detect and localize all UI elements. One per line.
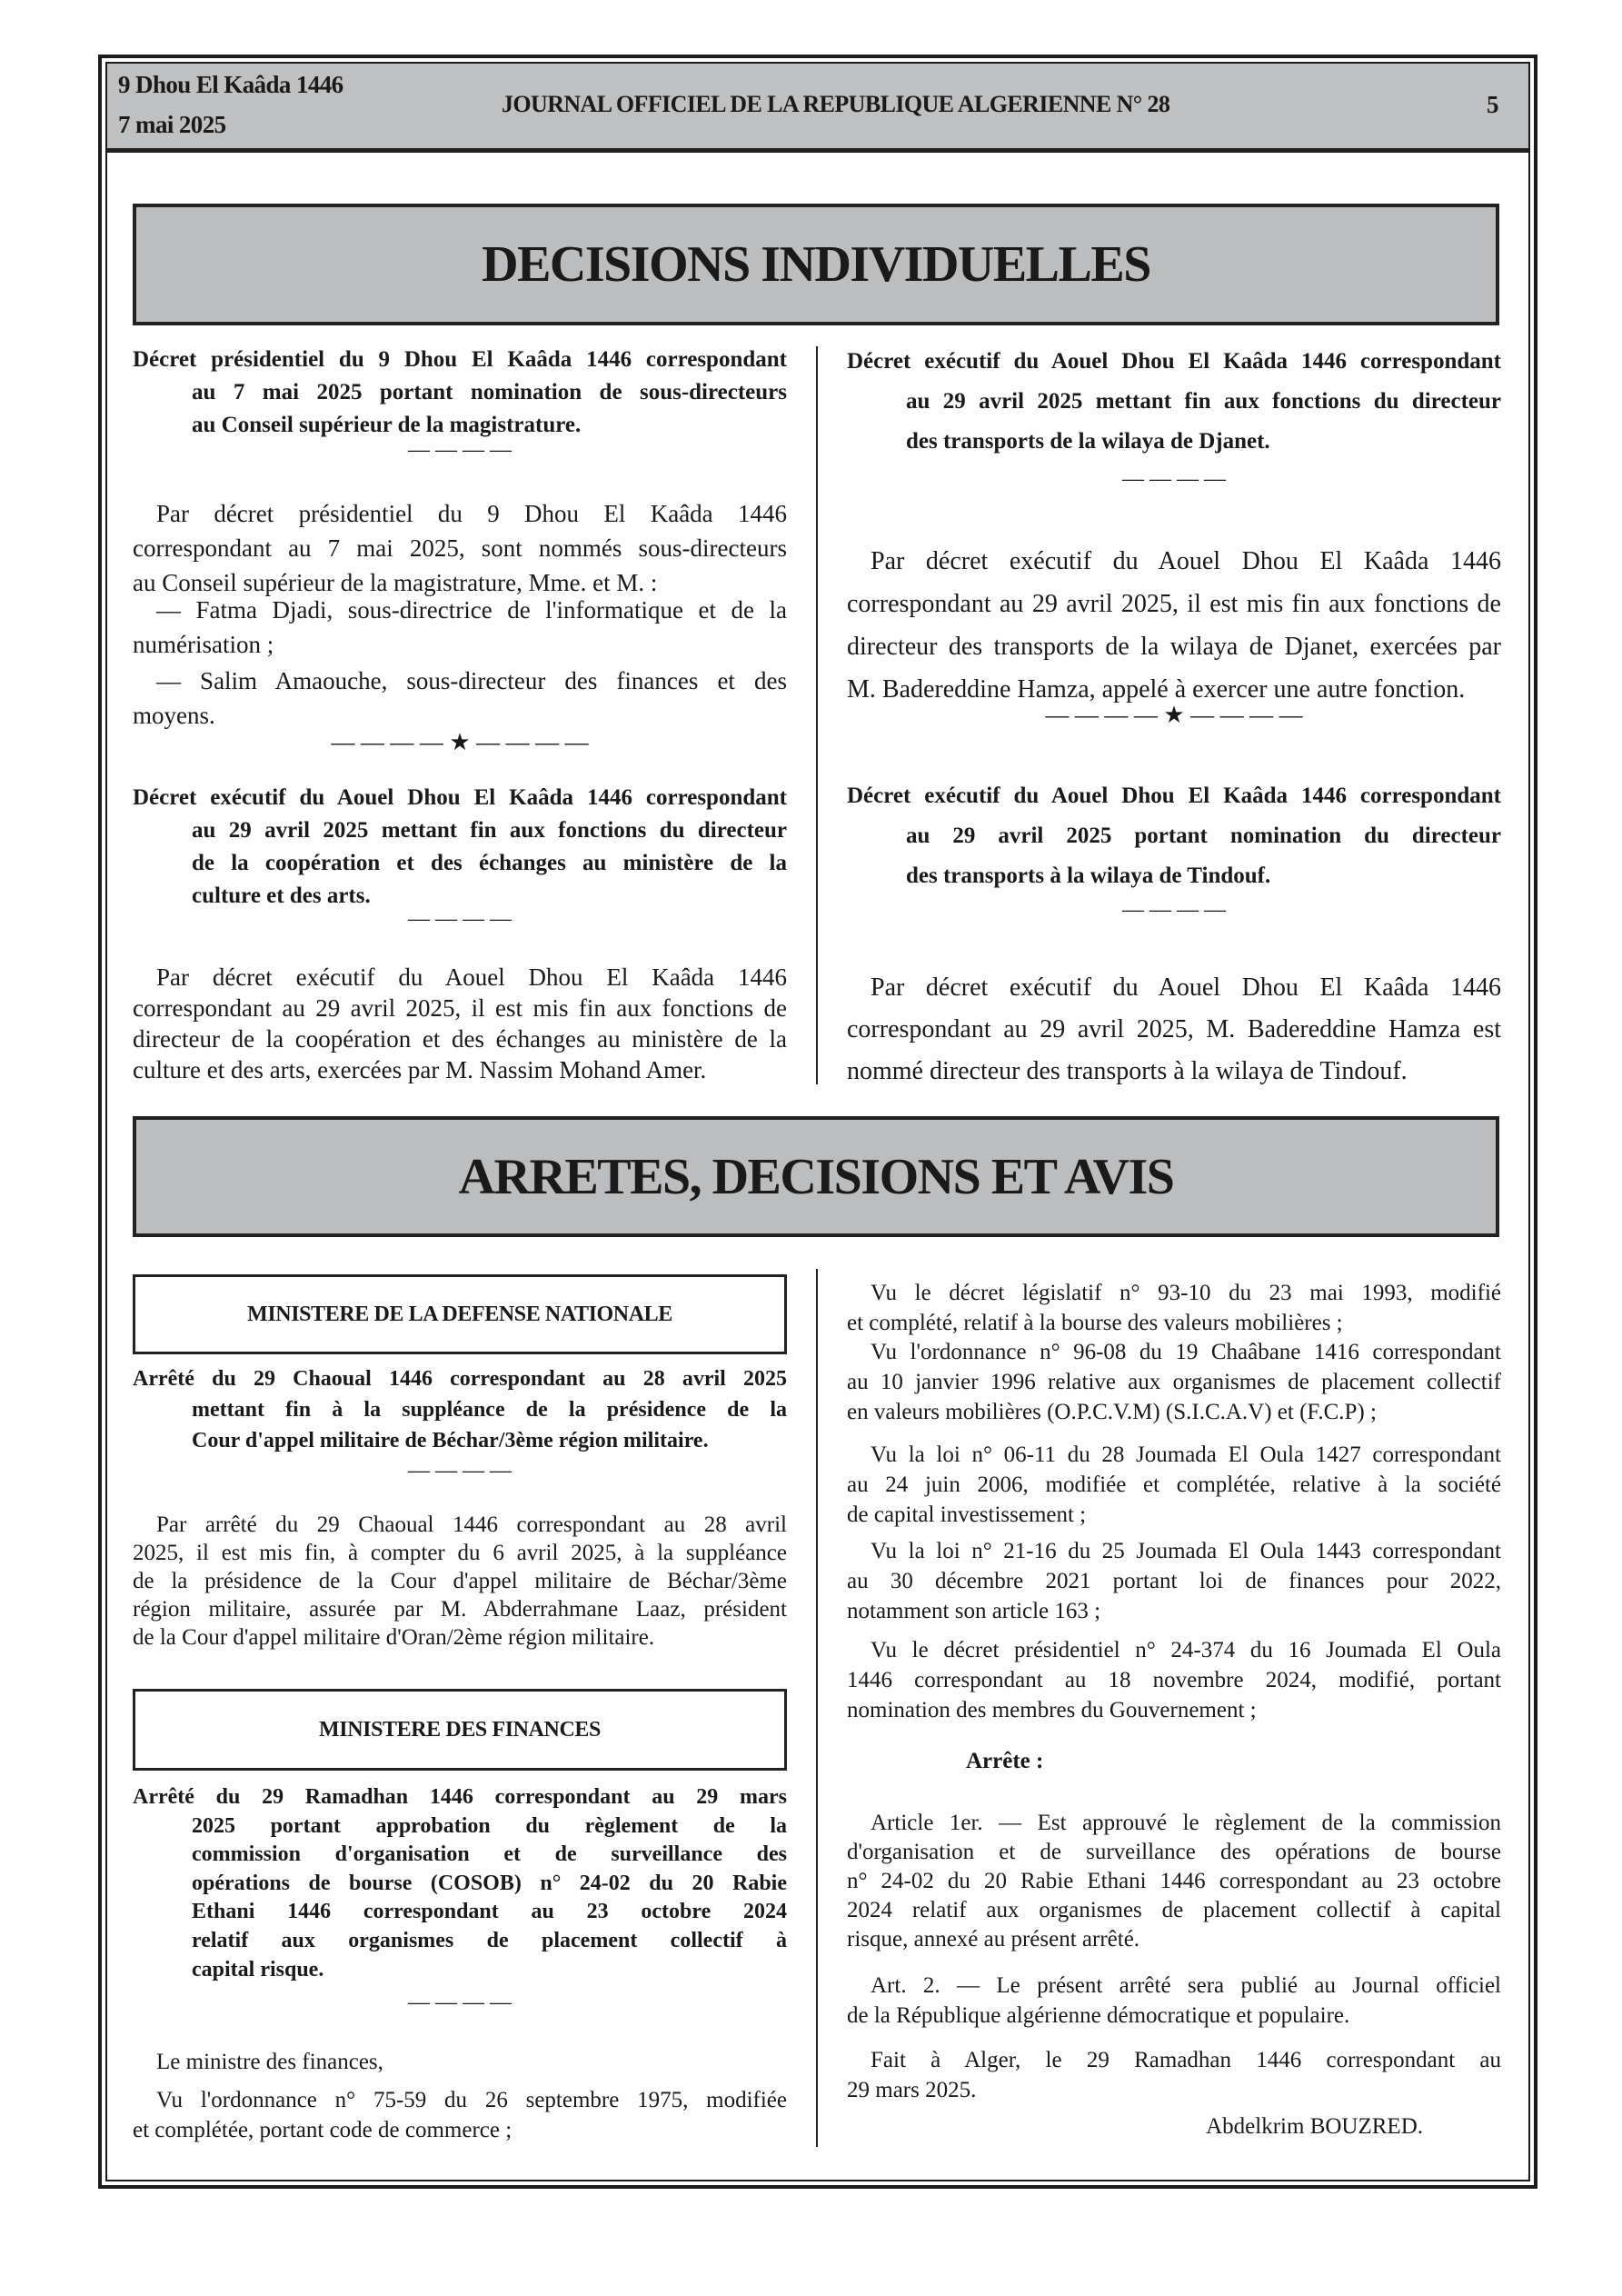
arrete-title (133, 1363, 787, 1456)
text-line: 2024 relatif aux organismes de placement collectif à capital (847, 1898, 1501, 1922)
header-hijri-date: 9 Dhou El Kaâda 1446 (118, 71, 343, 98)
text-line: n° 24-02 du 20 Rabie Ethani 1446 correspondant au 23 octobre (847, 1869, 1501, 1893)
legal-reference (133, 2085, 787, 2145)
text-line: au 10 janvier 1996 relative aux organismes de placement collectif (847, 1370, 1501, 1394)
signature: Abdelkrim BOUZRED. (1206, 2114, 1423, 2139)
text-line: directeur de la coopération et des échanges au ministère de la (133, 1025, 787, 1053)
text-line: et complétée, portant code de commerce ; (133, 2118, 512, 2142)
text-line: au 30 décembre 2021 portant loi de finances pour 2022, (847, 1569, 1501, 1593)
section-title-box (133, 204, 1499, 325)
text-line: risque, annexé au présent arrêté. (847, 1927, 1140, 1952)
text-line: des transports de la wilaya de Djanet. (906, 429, 1270, 454)
section-title: ARRETES, DECISIONS ET AVIS (458, 1148, 1174, 1205)
legal-reference (847, 1440, 1501, 1530)
text-line: numérisation ; (133, 631, 274, 658)
minister-line (133, 2047, 787, 2077)
column-divider (816, 346, 818, 1084)
separator-star: — — — — ★ — — — — (331, 729, 589, 755)
decree-body (847, 540, 1501, 711)
text-line: correspondant au 29 avril 2025, il est mis fin aux fonctions de (847, 590, 1501, 618)
ministry-name: MINISTERE DES FINANCES (319, 1717, 601, 1742)
text-line: nomination des membres du Gouvernement ; (847, 1698, 1257, 1722)
text-line: M. Badereddine Hamza, appelé à exercer une autre fonction. (847, 675, 1466, 704)
appointment-item (133, 664, 787, 733)
text-line: Vu l'ordonnance n° 96-08 du 19 Chaâbane 1416 correspondant (871, 1340, 1501, 1364)
text-line: Arrêté du 29 Chaoual 1446 correspondant au 28 avril 2025 (133, 1367, 787, 1391)
legal-reference (847, 1337, 1501, 1427)
text-line: Article 1er. — Est approuvé le règlement de la commission (871, 1811, 1501, 1835)
arrete-label: Arrête : (966, 1749, 1044, 1773)
text-line: de la Cour d'appel militaire d'Oran/2ème région militaire. (133, 1625, 655, 1650)
text-line: au 7 mai 2025 portant nomination de sous-directeurs (192, 380, 787, 404)
separator-star: — — — — ★ — — — — (1045, 702, 1303, 728)
text-line: Le ministre des finances, (156, 2050, 383, 2074)
appointment-item (133, 593, 787, 662)
section-title-box (133, 1116, 1499, 1237)
decree-title (133, 344, 787, 442)
text-line: au 29 avril 2025 mettant fin aux fonctions du directeur (906, 389, 1501, 414)
text-line: région militaire, assurée par M. Abderrahmane Laaz, président (133, 1597, 787, 1622)
text-line: de la présidence de la Cour d'appel militaire de Béchar/3ème (133, 1569, 787, 1593)
separator-dashes: — — — — (1122, 898, 1226, 922)
section-title: DECISIONS INDIVIDUELLES (482, 236, 1150, 293)
text-line: au 29 avril 2025 portant nomination du directeur (906, 824, 1501, 848)
text-line: Décret présidentiel du 9 Dhou El Kaâda 1446 correspondant (133, 347, 787, 372)
text-line: Par décret exécutif du Aouel Dhou El Kaâda 1446 (871, 973, 1501, 1002)
article-1 (847, 1809, 1501, 1954)
separator-dashes: — — — — (408, 438, 512, 462)
article-2 (847, 1971, 1501, 2031)
text-line: des transports à la wilaya de Tindouf. (906, 863, 1271, 888)
text-line: opérations de bourse (COSOB) n° 24-02 du 20 Rabie (192, 1871, 787, 1895)
decree-title (847, 342, 1501, 462)
text-line: commission d'organisation et de surveillance des (192, 1842, 787, 1867)
journal-title: JOURNAL OFFICIEL DE LA REPUBLIQUE ALGERIENNE N° 28 (502, 91, 1170, 117)
separator-dashes: — — — — (408, 907, 512, 931)
text-line: culture et des arts, exercées par M. Nassim Mohand Amer. (133, 1056, 707, 1083)
text-line: Par décret exécutif du Aouel Dhou El Kaâda 1446 (156, 963, 787, 991)
text-line: Art. 2. — Le présent arrêté sera publié au Journal officiel (871, 1973, 1501, 1998)
decree-body (847, 967, 1501, 1093)
text-line: Arrêté du 29 Ramadhan 1446 correspondant au 29 mars (133, 1785, 787, 1809)
separator-dashes: — — — — (408, 1459, 512, 1482)
text-line: Par décret exécutif du Aouel Dhou El Kaâda 1446 (871, 547, 1501, 575)
decree-body (133, 496, 787, 600)
text-line: Cour d'appel militaire de Béchar/3ème région militaire. (192, 1429, 709, 1452)
text-line: — Salim Amaouche, sous-directeur des finances et des (156, 667, 787, 694)
text-line: Vu l'ordonnance n° 75-59 du 26 septembre 1975, modifiée (156, 2088, 787, 2112)
text-line: Par décret présidentiel du 9 Dhou El Kaâda 1446 (156, 500, 787, 527)
text-line: notamment son article 163 ; (847, 1599, 1101, 1623)
text-line: nommé directeur des transports à la wilaya de Tindouf. (847, 1057, 1408, 1085)
text-line: Vu le décret législatif n° 93-10 du 23 mai 1993, modifié (871, 1281, 1501, 1305)
text-line: correspondant au 29 avril 2025, il est mis fin aux fonctions de (133, 994, 787, 1022)
text-line: Décret exécutif du Aouel Dhou El Kaâda 1446 correspondant (847, 784, 1501, 808)
page-number: 5 (1487, 91, 1498, 118)
separator-dashes: — — — — (408, 1991, 512, 2014)
text-line: capital risque. (192, 1957, 324, 1982)
text-line: correspondant au 29 avril 2025, M. Badereddine Hamza est (847, 1015, 1501, 1043)
decree-title (847, 776, 1501, 896)
column-divider (816, 1269, 818, 2147)
text-line: 29 mars 2025. (847, 2078, 977, 2102)
text-line: mettant fin à la suppléance de la présidence de la (192, 1398, 787, 1422)
text-line: Décret exécutif du Aouel Dhou El Kaâda 1446 correspondant (847, 349, 1501, 374)
text-line: relatif aux organismes de placement collectif à (192, 1928, 787, 1952)
text-line: en valeurs mobilières (O.P.C.V.M) (S.I.C.A.V) et (F.C.P) ; (847, 1400, 1377, 1424)
separator-dashes: — — — — (1122, 467, 1226, 491)
legal-reference (847, 1278, 1501, 1338)
text-line: Ethani 1446 correspondant au 23 octobre 2024 (192, 1900, 787, 1924)
text-line: Par arrêté du 29 Chaoual 1446 correspondant au 28 avril (156, 1512, 787, 1537)
text-line: Fait à Alger, le 29 Ramadhan 1446 correspondant au (871, 2048, 1501, 2072)
text-line: d'organisation et de surveillance des opérations de bourse (847, 1840, 1501, 1864)
text-line: Vu la loi n° 21-16 du 25 Joumada El Oula 1443 correspondant (871, 1539, 1501, 1563)
legal-reference (847, 1635, 1501, 1725)
decree-title (133, 782, 787, 913)
text-line: au Conseil supérieur de la magistrature, Mme. et M. : (133, 569, 658, 596)
text-line: 1446 correspondant au 18 novembre 2024, modifié, portant (847, 1668, 1501, 1692)
text-line: Vu la loi n° 06-11 du 28 Joumada El Oula 1427 correspondant (871, 1442, 1501, 1467)
text-line: de la coopération et des échanges au ministère de la (192, 851, 787, 875)
text-line: correspondant au 7 mai 2025, sont nommés sous-directeurs (133, 534, 787, 562)
text-line: 2025 portant approbation du règlement de la (192, 1813, 787, 1838)
text-line: 2025, il est mis fin, à compter du 6 avril 2025, à la suppléance (133, 1541, 787, 1565)
ministry-box (133, 1274, 787, 1354)
done-at (847, 2045, 1501, 2105)
text-line: Décret exécutif du Aouel Dhou El Kaâda 1446 correspondant (133, 785, 787, 810)
text-line: au Conseil supérieur de la magistrature. (192, 413, 582, 437)
arrete-body (133, 1511, 787, 1652)
text-line: directeur des transports de la wilaya de Djanet, exercées par (847, 633, 1501, 661)
ministry-box (133, 1689, 787, 1771)
header-date: 7 mai 2025 (118, 111, 226, 138)
text-line: — Fatma Djadi, sous-directrice de l'informatique et de la (156, 596, 787, 624)
text-line: Vu le décret présidentiel n° 24-374 du 16 Joumada El Oula (871, 1638, 1501, 1662)
text-line: culture et des arts. (192, 883, 371, 908)
text-line: et complété, relatif à la bourse des valeurs mobilières ; (847, 1311, 1343, 1335)
text-line: moyens. (133, 702, 215, 729)
decree-body (133, 962, 787, 1085)
text-line: de capital investissement ; (847, 1502, 1087, 1527)
text-line: de la République algérienne démocratique et populaire. (847, 2003, 1350, 2028)
text-line: au 24 juin 2006, modifiée et complétée, relative à la société (847, 1472, 1501, 1497)
ministry-name: MINISTERE DE LA DEFENSE NATIONALE (247, 1302, 672, 1326)
legal-reference (847, 1536, 1501, 1626)
arrete-title (133, 1783, 787, 1984)
text-line: au 29 avril 2025 mettant fin aux fonctions du directeur (192, 818, 787, 843)
